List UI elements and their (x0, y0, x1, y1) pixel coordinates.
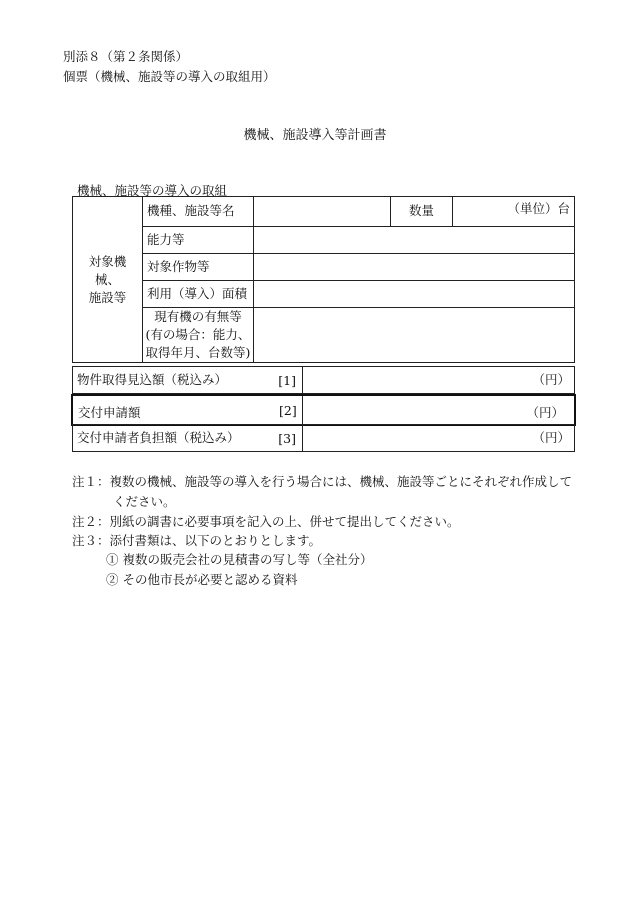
capacity-value-cell[interactable] (254, 227, 575, 254)
note-3: 注３：添付書類は、以下のとおりとします。 (72, 533, 322, 548)
section-label: 機械、施設等の導入の取組 (77, 183, 228, 198)
grant-application-divider (302, 396, 303, 424)
target-equipment-label-1: 対象機械、 (88, 253, 127, 287)
target-crops-value-cell[interactable] (254, 254, 575, 281)
acquisition-amount-number: [1] (278, 373, 296, 388)
acquisition-amount-label: 物件取得見込額（税込み） (77, 371, 228, 387)
attachment-item-2: ② その他市長が必要と認める資料 (106, 572, 298, 587)
grant-application-amount-number: [2] (279, 403, 297, 418)
acquisition-amount-value-cell[interactable] (303, 367, 575, 394)
usage-area-value-cell[interactable] (254, 281, 575, 308)
applicant-burden-value-cell[interactable] (303, 425, 575, 452)
existing-equipment-label (143, 308, 254, 363)
form-subtitle: 個票（機械、施設等の導入の取組用） (63, 69, 276, 84)
equipment-table (72, 196, 575, 363)
existing-equipment-line-2: (有の場合：能力、 (145, 327, 251, 343)
quantity-label: 数量 (391, 197, 453, 227)
grant-application-amount-label: 交付申請額 (78, 405, 141, 420)
existing-equipment-value-cell[interactable] (254, 308, 575, 363)
usage-area-label: 利用（導入）面積 (143, 281, 254, 308)
note-1-continued: ください。 (113, 494, 176, 509)
appendix-label: 別添８（第２条関係） (63, 49, 189, 64)
note-1: 注１：複数の機械、施設等の導入を行う場合には、機械、施設等ごとにそれぞれ作成して (72, 474, 573, 489)
capacity-label: 能力等 (143, 227, 254, 254)
existing-equipment-line-3: 取得年月、台数等) (145, 345, 251, 361)
acquisition-amount-row (72, 366, 575, 394)
attachment-item-1: ① 複数の販売会社の見積書の写し等（全社分） (106, 552, 373, 567)
model-value-cell[interactable] (254, 197, 391, 227)
target-equipment-label-2: 施設等 (88, 289, 127, 305)
applicant-burden-label: 交付申請者負担額（税込み） (77, 429, 240, 445)
existing-equipment-line-1: 現有機の有無等 (154, 309, 242, 324)
applicant-burden-number: [3] (278, 431, 296, 446)
acquisition-amount-label-cell (73, 367, 303, 394)
grant-application-amount-unit[interactable]: （円） (526, 405, 564, 420)
model-label: 機種、施設等名 (143, 197, 254, 227)
applicant-burden-unit: （円） (532, 429, 570, 445)
note-2: 注２：別紙の調書に必要事項を記入の上、併せて提出してください。 (72, 514, 460, 529)
target-crops-label: 対象作物等 (143, 254, 254, 281)
grant-application-amount-row (71, 394, 576, 426)
target-equipment-header (73, 197, 143, 363)
acquisition-amount-unit: （円） (532, 371, 570, 387)
applicant-burden-label-cell (73, 425, 303, 452)
document-title: 機械、施設導入等計画書 (243, 128, 387, 143)
quantity-value-cell[interactable] (453, 197, 575, 227)
unit-label: （単位）台 (507, 201, 570, 216)
applicant-burden-row (72, 424, 575, 452)
